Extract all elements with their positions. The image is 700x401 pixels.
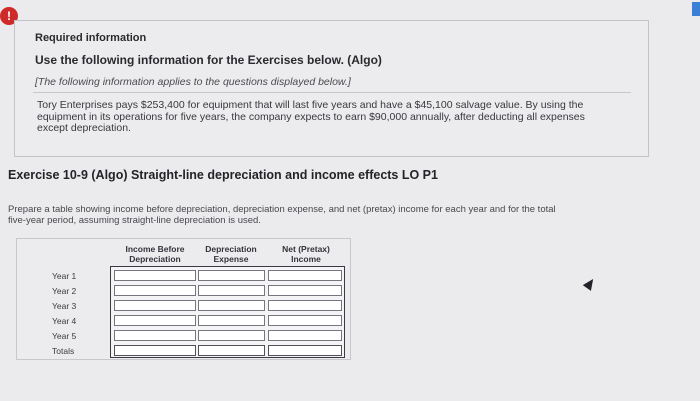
input-totals-income-before-depreciation[interactable] [114, 345, 196, 356]
col3-line1: Net (Pretax) [282, 244, 330, 254]
col1-line1: Income Before [125, 244, 185, 254]
problem-line-3: except depreciation. [37, 122, 131, 134]
exercise-title: Exercise 10-9 (Algo) Straight-line depreciation and income effects LO P1 [8, 168, 438, 182]
scroll-tab[interactable] [692, 2, 700, 16]
col2-line2: Expense [213, 253, 249, 264]
applies-note: [The following information applies to the questions displayed below.] [35, 76, 351, 88]
row-label-year-3: Year 3 [52, 301, 77, 311]
problem-line-2: equipment in its operations for five years, the company expects to earn $90,000 annually, after deducting all expenses [37, 110, 585, 123]
use-following-heading: Use the following information for the Exercises below. (Algo) [35, 53, 382, 67]
input-year-3-depreciation-expense[interactable] [198, 300, 265, 311]
input-year-2-depreciation-expense[interactable] [198, 285, 265, 296]
input-year-2-income-before-depreciation[interactable] [114, 285, 196, 296]
problem-paragraph [37, 100, 627, 135]
exclamation-icon: ! [0, 7, 18, 25]
row-label-totals: Totals [52, 346, 75, 356]
row-label-year-5: Year 5 [52, 331, 77, 341]
col-header-net-pretax-income [268, 245, 344, 264]
input-year-2-net-income[interactable] [268, 285, 342, 296]
col-header-depreciation-expense [197, 245, 265, 264]
input-year-1-depreciation-expense[interactable] [198, 270, 265, 281]
col3-line2: Income [291, 253, 321, 264]
col-header-income-before-depreciation [113, 245, 197, 264]
input-year-3-income-before-depreciation[interactable] [114, 300, 196, 311]
problem-line-1: Tory Enterprises pays $253,400 for equipment that will last five years and have a $45,100 salvage value. By using the [37, 99, 584, 111]
mouse-pointer-icon [583, 276, 598, 291]
instructions-line-2: five-year period, assuming straight-line depreciation is used. [8, 214, 261, 226]
input-year-4-income-before-depreciation[interactable] [114, 315, 196, 326]
input-totals-net-income[interactable] [268, 345, 342, 356]
input-year-1-income-before-depreciation[interactable] [114, 270, 196, 281]
row-label-year-4: Year 4 [52, 316, 77, 326]
input-year-4-net-income[interactable] [268, 315, 342, 326]
input-year-3-net-income[interactable] [268, 300, 342, 311]
required-information-heading: Required information [35, 32, 147, 44]
divider [33, 92, 631, 93]
input-totals-depreciation-expense[interactable] [198, 345, 265, 356]
input-year-5-net-income[interactable] [268, 330, 342, 341]
row-label-year-1: Year 1 [52, 271, 77, 281]
col1-line2: Depreciation [129, 253, 181, 264]
instructions-line-1: Prepare a table showing income before depreciation, depreciation expense, and net (pretax) income for each year and for the total [8, 204, 556, 215]
input-year-4-depreciation-expense[interactable] [198, 315, 265, 326]
input-year-1-net-income[interactable] [268, 270, 342, 281]
exercise-instructions [8, 205, 638, 226]
row-label-year-2: Year 2 [52, 286, 77, 296]
col2-line1: Depreciation [205, 244, 257, 254]
input-year-5-depreciation-expense[interactable] [198, 330, 265, 341]
input-year-5-income-before-depreciation[interactable] [114, 330, 196, 341]
